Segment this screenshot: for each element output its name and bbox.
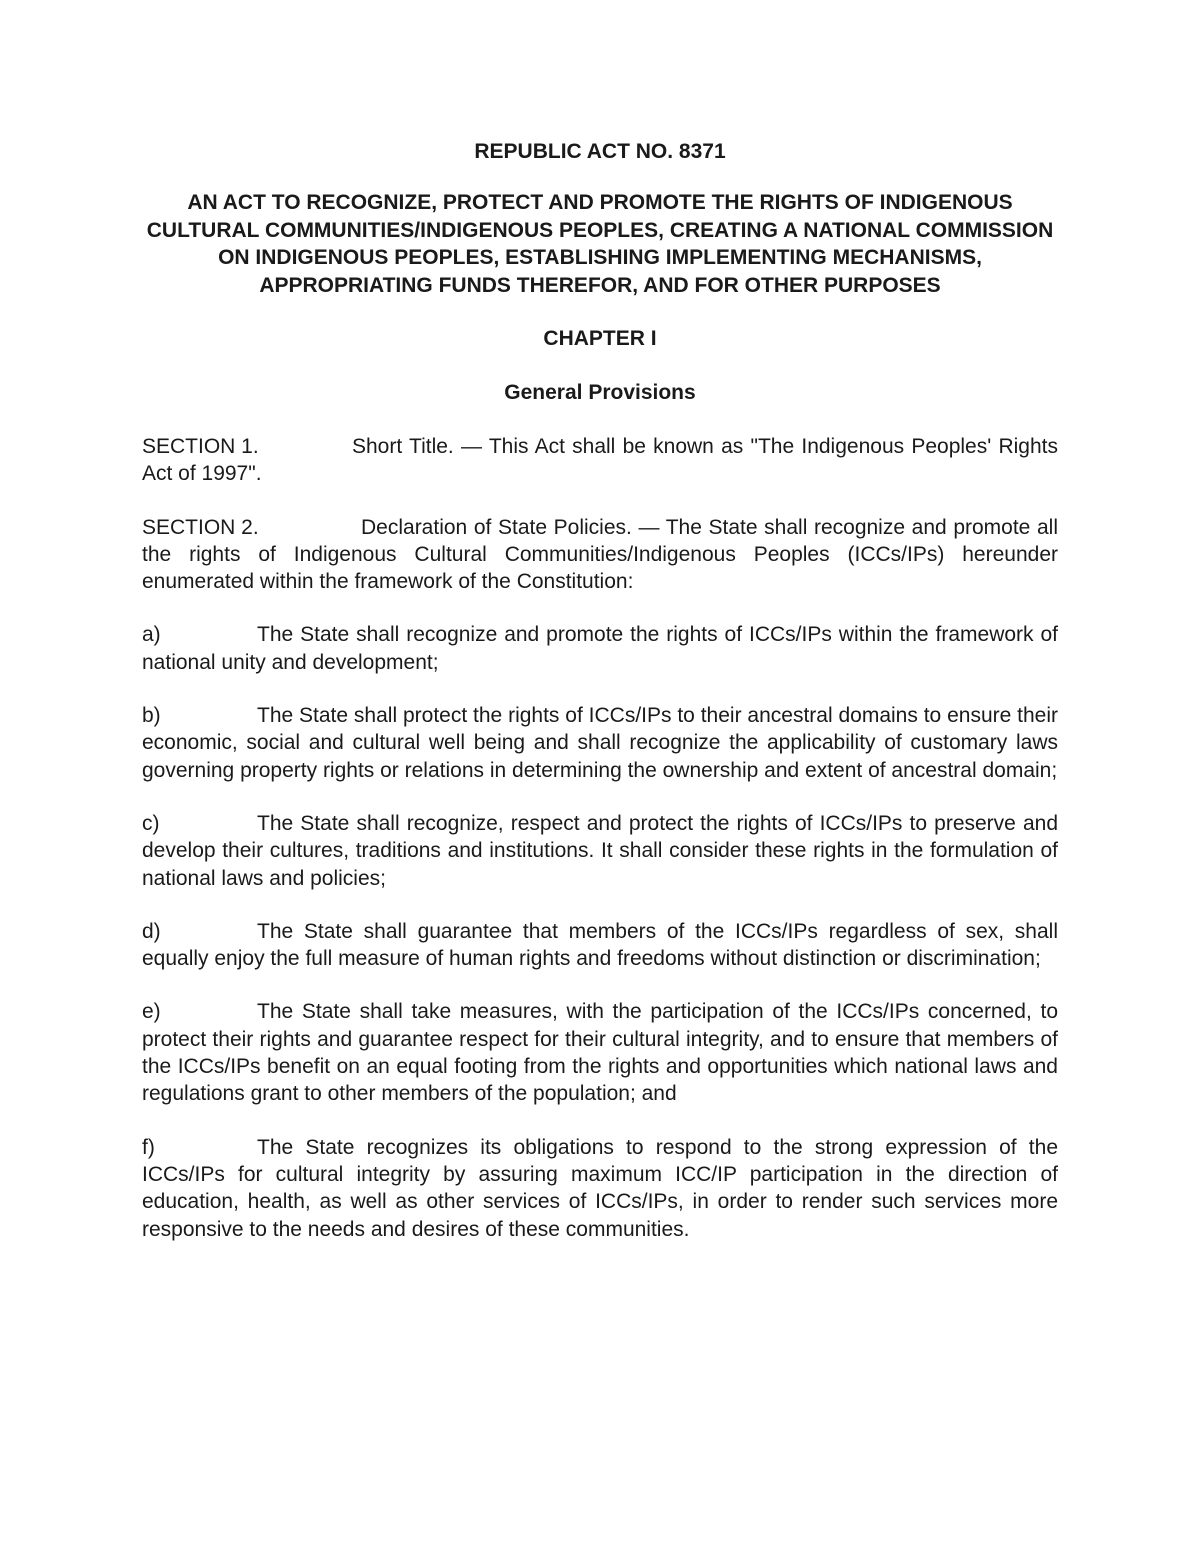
list-item-a (142, 621, 1058, 676)
section-2-text: Declaration of State Policies. — The State shall recognize and promote all the rights of Indigenous Cultural Communities/Indigenous Peoples (ICCs/IPs) hereunder enumerated within the framework of the Constitution: (142, 515, 1058, 594)
item-b-text: The State shall protect the rights of ICCs/IPs to their ancestral domains to ensure their economic, social and cultural well being and shall recognize the applicability of customary laws governing property rights or relations in determining the ownership and extent of ancestral domain; (142, 704, 1058, 782)
item-f-label: f) (142, 1135, 155, 1159)
document-page (142, 138, 1058, 1269)
item-f-text: The State recognizes its obligations to respond to the strong expression of the ICCs/IPs for cultural integrity by assuring maximum ICC/IP participation in the direction of education, health, as well as other services of ICCs/IPs, in order to render such services more responsive to the needs and desires of these communities. (142, 1135, 1058, 1241)
section-2 (142, 514, 1058, 596)
list-item-e (142, 998, 1058, 1107)
item-a-text: The State shall recognize and promote the rights of ICCs/IPs within the framework of national unity and development; (142, 623, 1058, 674)
item-d-text: The State shall guarantee that members of the ICCs/IPs regardless of sex, shall equally enjoy the full measure of human rights and freedoms without distinction or discrimination; (142, 919, 1058, 971)
item-e-text: The State shall take measures, with the participation of the ICCs/IPs concerned, to protect their rights and guarantee respect for their cultural integrity, and to ensure that members of the ICCs/IPs benefit on an equal footing from the rights and opportunities which national laws and regulations grant to other members of the population; and (142, 1000, 1058, 1106)
act-number: REPUBLIC ACT NO. 8371 (474, 140, 726, 163)
item-b-label: b) (142, 704, 161, 728)
chapter-subheading: General Provisions (504, 381, 696, 404)
list-item-c (142, 810, 1058, 892)
act-title: AN ACT TO RECOGNIZE, PROTECT AND PROMOTE THE RIGHTS OF INDIGENOUS CULTURAL COMMUNITIES/INDIGENOUS PEOPLES, CREATING A NATIONAL COMMISSION ON INDIGENOUS PEOPLES, ESTABLISHING IMPLEMENTING MECHANISMS, APPROPRIATING FUNDS THEREFOR, AND FOR OTHER PURPOSES (146, 191, 1054, 297)
section-1 (142, 433, 1058, 488)
section-2-label: SECTION 2. (142, 515, 259, 539)
item-c-label: c) (142, 811, 160, 835)
chapter-heading: CHAPTER I (543, 327, 657, 350)
item-c-text: The State shall recognize, respect and protect the rights of ICCs/IPs to preserve and develop their cultures, traditions and institutions. It shall consider these rights in the formulation of national laws and policies; (142, 811, 1058, 890)
list-item-d (142, 918, 1058, 973)
list-item-b (142, 702, 1058, 784)
item-d-label: d) (142, 919, 161, 943)
item-a-label: a) (142, 623, 161, 647)
list-item-f (142, 1134, 1058, 1243)
section-1-text: Short Title. — This Act shall be known as "The Indigenous Peoples' Rights Act of 1997". (142, 435, 1058, 486)
item-e-label: e) (142, 1000, 161, 1024)
section-1-label: SECTION 1. (142, 435, 259, 458)
